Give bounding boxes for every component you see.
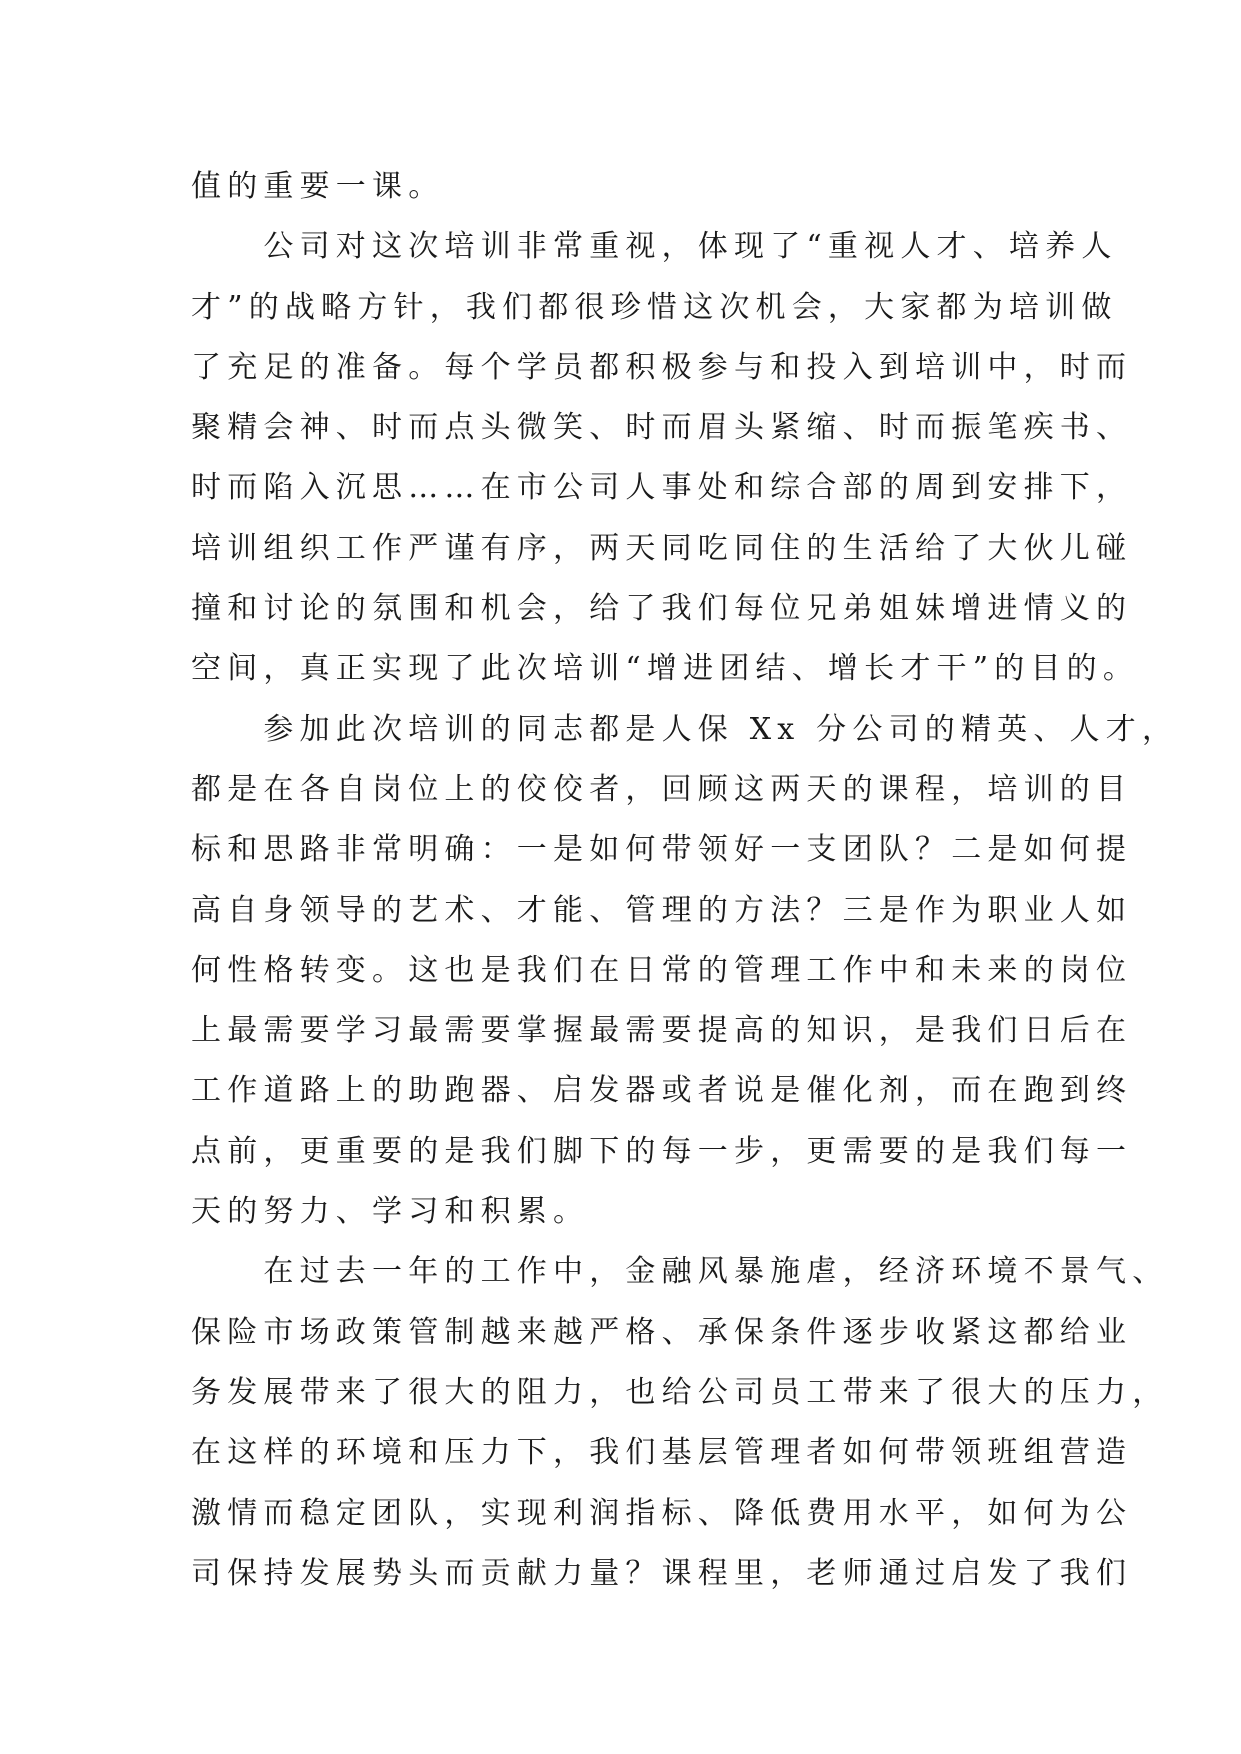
text-line: 时而陷入沉思……在市公司人事处和综合部的周到安排下，: [191, 470, 1133, 506]
text-line: 聚精会神、时而点头微笑、时而眉头紧缩、时而振笔疾书、: [191, 410, 1133, 446]
text-line: 激情而稳定团队，实现利润指标、降低费用水平，如何为公: [191, 1495, 1133, 1531]
text-line: 天的努力、学习和积累。: [191, 1194, 590, 1230]
text-line: 才”的战略方针，我们都很珍惜这次机会，大家都为培训做: [191, 289, 1118, 325]
text-line: 在这样的环境和压力下，我们基层管理者如何带领班组营造: [191, 1435, 1133, 1471]
text-line: 高自身领导的艺术、才能、管理的方法？三是作为职业人如: [191, 892, 1133, 928]
text-line: 何性格转变。这也是我们在日常的管理工作中和未来的岗位: [191, 952, 1133, 988]
text-line: 都是在各自岗位上的佼佼者，回顾这两天的课程，培训的目: [191, 771, 1133, 807]
text-line: 撞和讨论的氛围和机会，给了我们每位兄弟姐妹增进情义的: [191, 591, 1133, 627]
text-line: 保险市场政策管制越来越严格、承保条件逐步收紧这都给业: [191, 1314, 1133, 1350]
text-line: 了充足的准备。每个学员都积极参与和投入到培训中，时而: [191, 349, 1133, 385]
body-text: [191, 157, 1179, 1604]
text-line: 工作道路上的助跑器、启发器或者说是催化剂，而在跑到终: [191, 1073, 1133, 1109]
text-line: 在过去一年的工作中，金融风暴施虐，经济环境不景气、: [191, 1254, 1169, 1290]
text-line: 上最需要学习最需要掌握最需要提高的知识，是我们日后在: [191, 1013, 1133, 1049]
text-line: 参加此次培训的同志都是人保 Xx 分公司的精英、人才，: [191, 711, 1179, 747]
text-line: 司保持发展势头而贡献力量？课程里，老师通过启发了我们: [191, 1555, 1133, 1591]
text-line: 值的重要一课。: [191, 169, 445, 204]
text-line: 务发展带来了很大的阻力，也给公司员工带来了很大的压力，: [191, 1374, 1169, 1410]
text-line: 点前，更重要的是我们脚下的每一步，更需要的是我们每一: [191, 1133, 1133, 1169]
text-line: 标和思路非常明确：一是如何带领好一支团队？二是如何提: [191, 832, 1133, 868]
text-line: 培训组织工作严谨有序，两天同吃同住的生活给了大伙儿碰: [191, 530, 1133, 566]
text-line: 空间，真正实现了此次培训“增进团结、增长才干”的目的。: [191, 651, 1140, 687]
text-line: 公司对这次培训非常重视，体现了“重视人才、培养人: [191, 229, 1118, 265]
